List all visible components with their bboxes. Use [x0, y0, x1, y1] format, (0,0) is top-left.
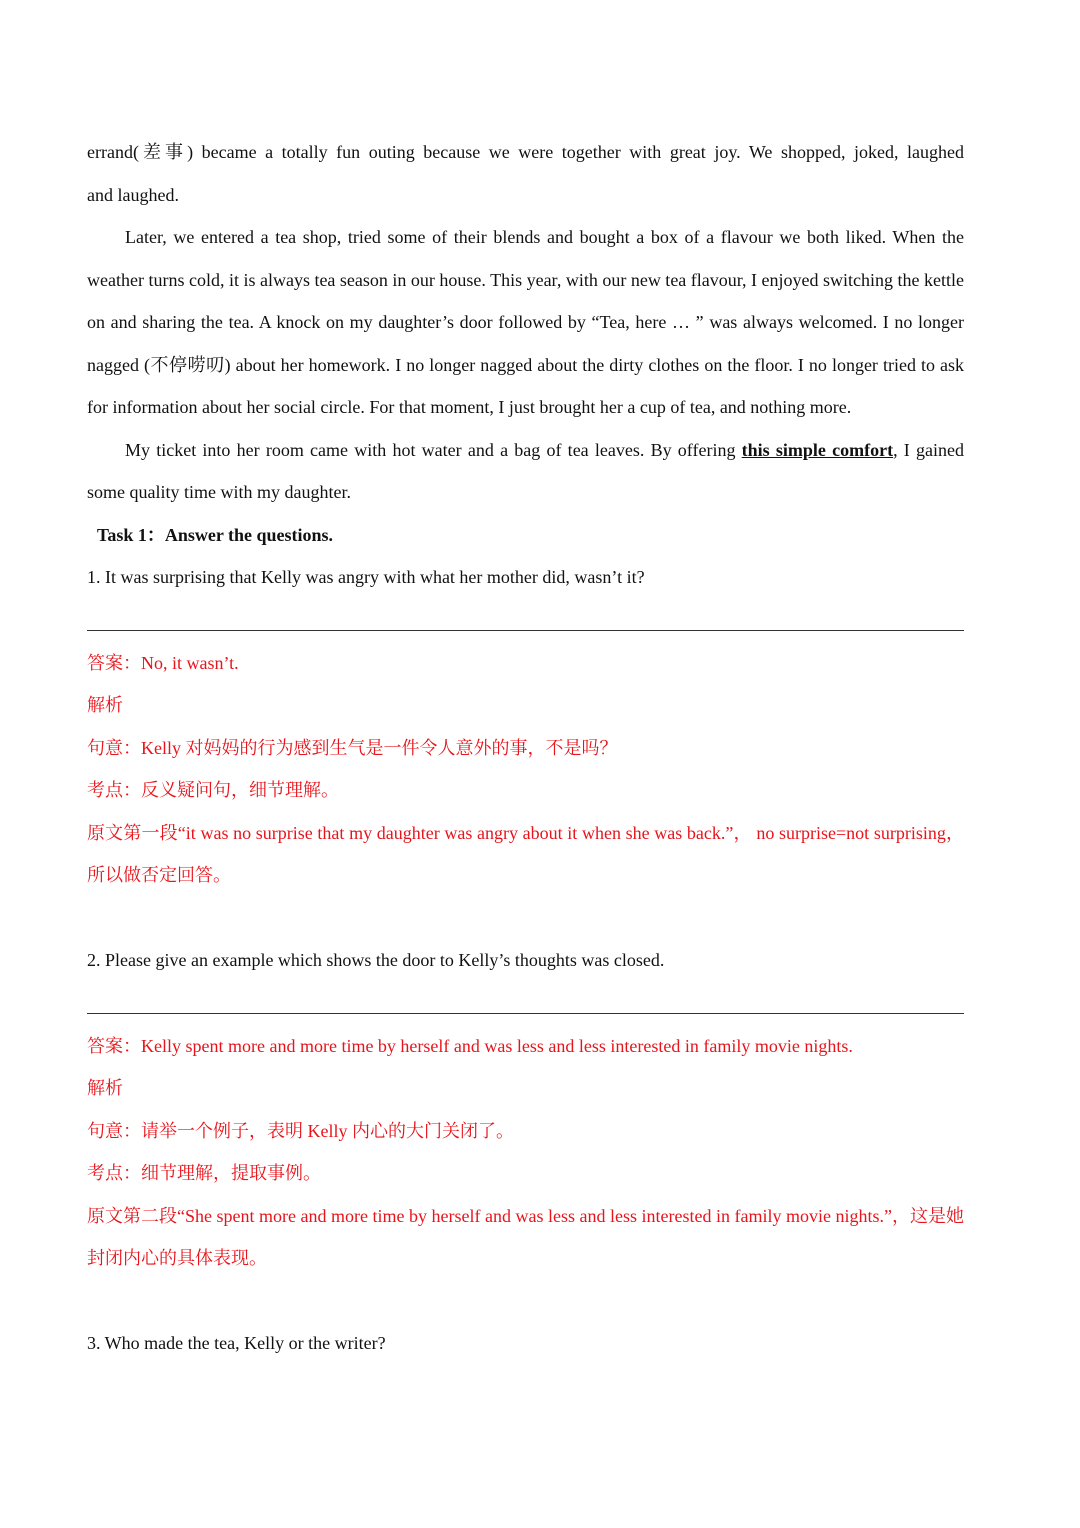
- passage-paragraph-1: [87, 131, 964, 174]
- spacer: [87, 1280, 964, 1323]
- source-note-2: 原文第二段“She spent more and more time by herself and was less and less interested in family movie nights.”，这是她封闭内心的具体表现。: [87, 1205, 964, 1268]
- answer-line-1: [87, 630, 964, 631]
- answer-line-2: [87, 1013, 964, 1014]
- source-note-1: 原文第一段“it was no surprise that my daughter was angry about it when she was back.”， no surprise=not surprising，所以做否定回答。: [87, 822, 964, 885]
- task-title: Task 1：Answer the questions.: [97, 524, 334, 545]
- test-point-1: 考点：反义疑问句，细节理解。: [87, 780, 339, 800]
- passage-paragraph-1-end: [87, 174, 964, 217]
- analysis-label-2: 解析: [87, 1078, 123, 1098]
- passage-p3-before: My ticket into her room came with hot water and a bag of tea leaves. By offering: [125, 439, 742, 460]
- question-2: 2. Please give an example which shows the door to Kelly’s thoughts was closed.: [87, 950, 665, 970]
- spacer: [87, 897, 964, 940]
- answer-1: 答案：No, it wasn’t.: [87, 652, 239, 673]
- passage-p1-line2: and laughed.: [87, 184, 179, 205]
- meaning-1: 句意：Kelly 对妈妈的行为感到生气是一件令人意外的事，不是吗？: [87, 737, 618, 758]
- passage-paragraph-2: Later, we entered a tea shop, tried some of their blends and bought a box of a flavour we both liked. When the weather turns cold, it is always tea season in our house. This year, with our new tea flavour, I enjoyed switching the kettle on and sharing the tea. A knock on my daughter’s door followed by “Tea, here … ” was always welcomed. I no longer nagged (不停唠叨) about her homework. I no longer nagged about the dirty clothes on the floor. I no longer tried to ask for information about her social circle. For that moment, I just brought her a cup of tea, and nothing more.: [87, 227, 964, 417]
- test-point-2: 考点：细节理解，提取事例。: [87, 1163, 321, 1183]
- meaning-2: 句意：请举一个例子，表明 Kelly 内心的大门关闭了。: [87, 1120, 514, 1141]
- answer-2: 答案：Kelly spent more and more time by herself and was less and less interested in family movie nights.: [87, 1035, 853, 1056]
- passage-p3-after: , I gained some quality time with my daughter.: [87, 439, 964, 502]
- document-content: [87, 131, 964, 1365]
- emphasized-phrase: this simple comfort: [741, 439, 894, 460]
- question-1: 1. It was surprising that Kelly was angry with what her mother did, wasn’t it?: [87, 567, 645, 587]
- passage-paragraph-3: [87, 429, 964, 514]
- analysis-label-1: 解析: [87, 695, 123, 715]
- question-3: 3. Who made the tea, Kelly or the writer?: [87, 1333, 386, 1353]
- passage-p1-line1: errand(差事) became a totally fun outing because we were together with great joy. We shopped, joked, laughed: [87, 142, 964, 162]
